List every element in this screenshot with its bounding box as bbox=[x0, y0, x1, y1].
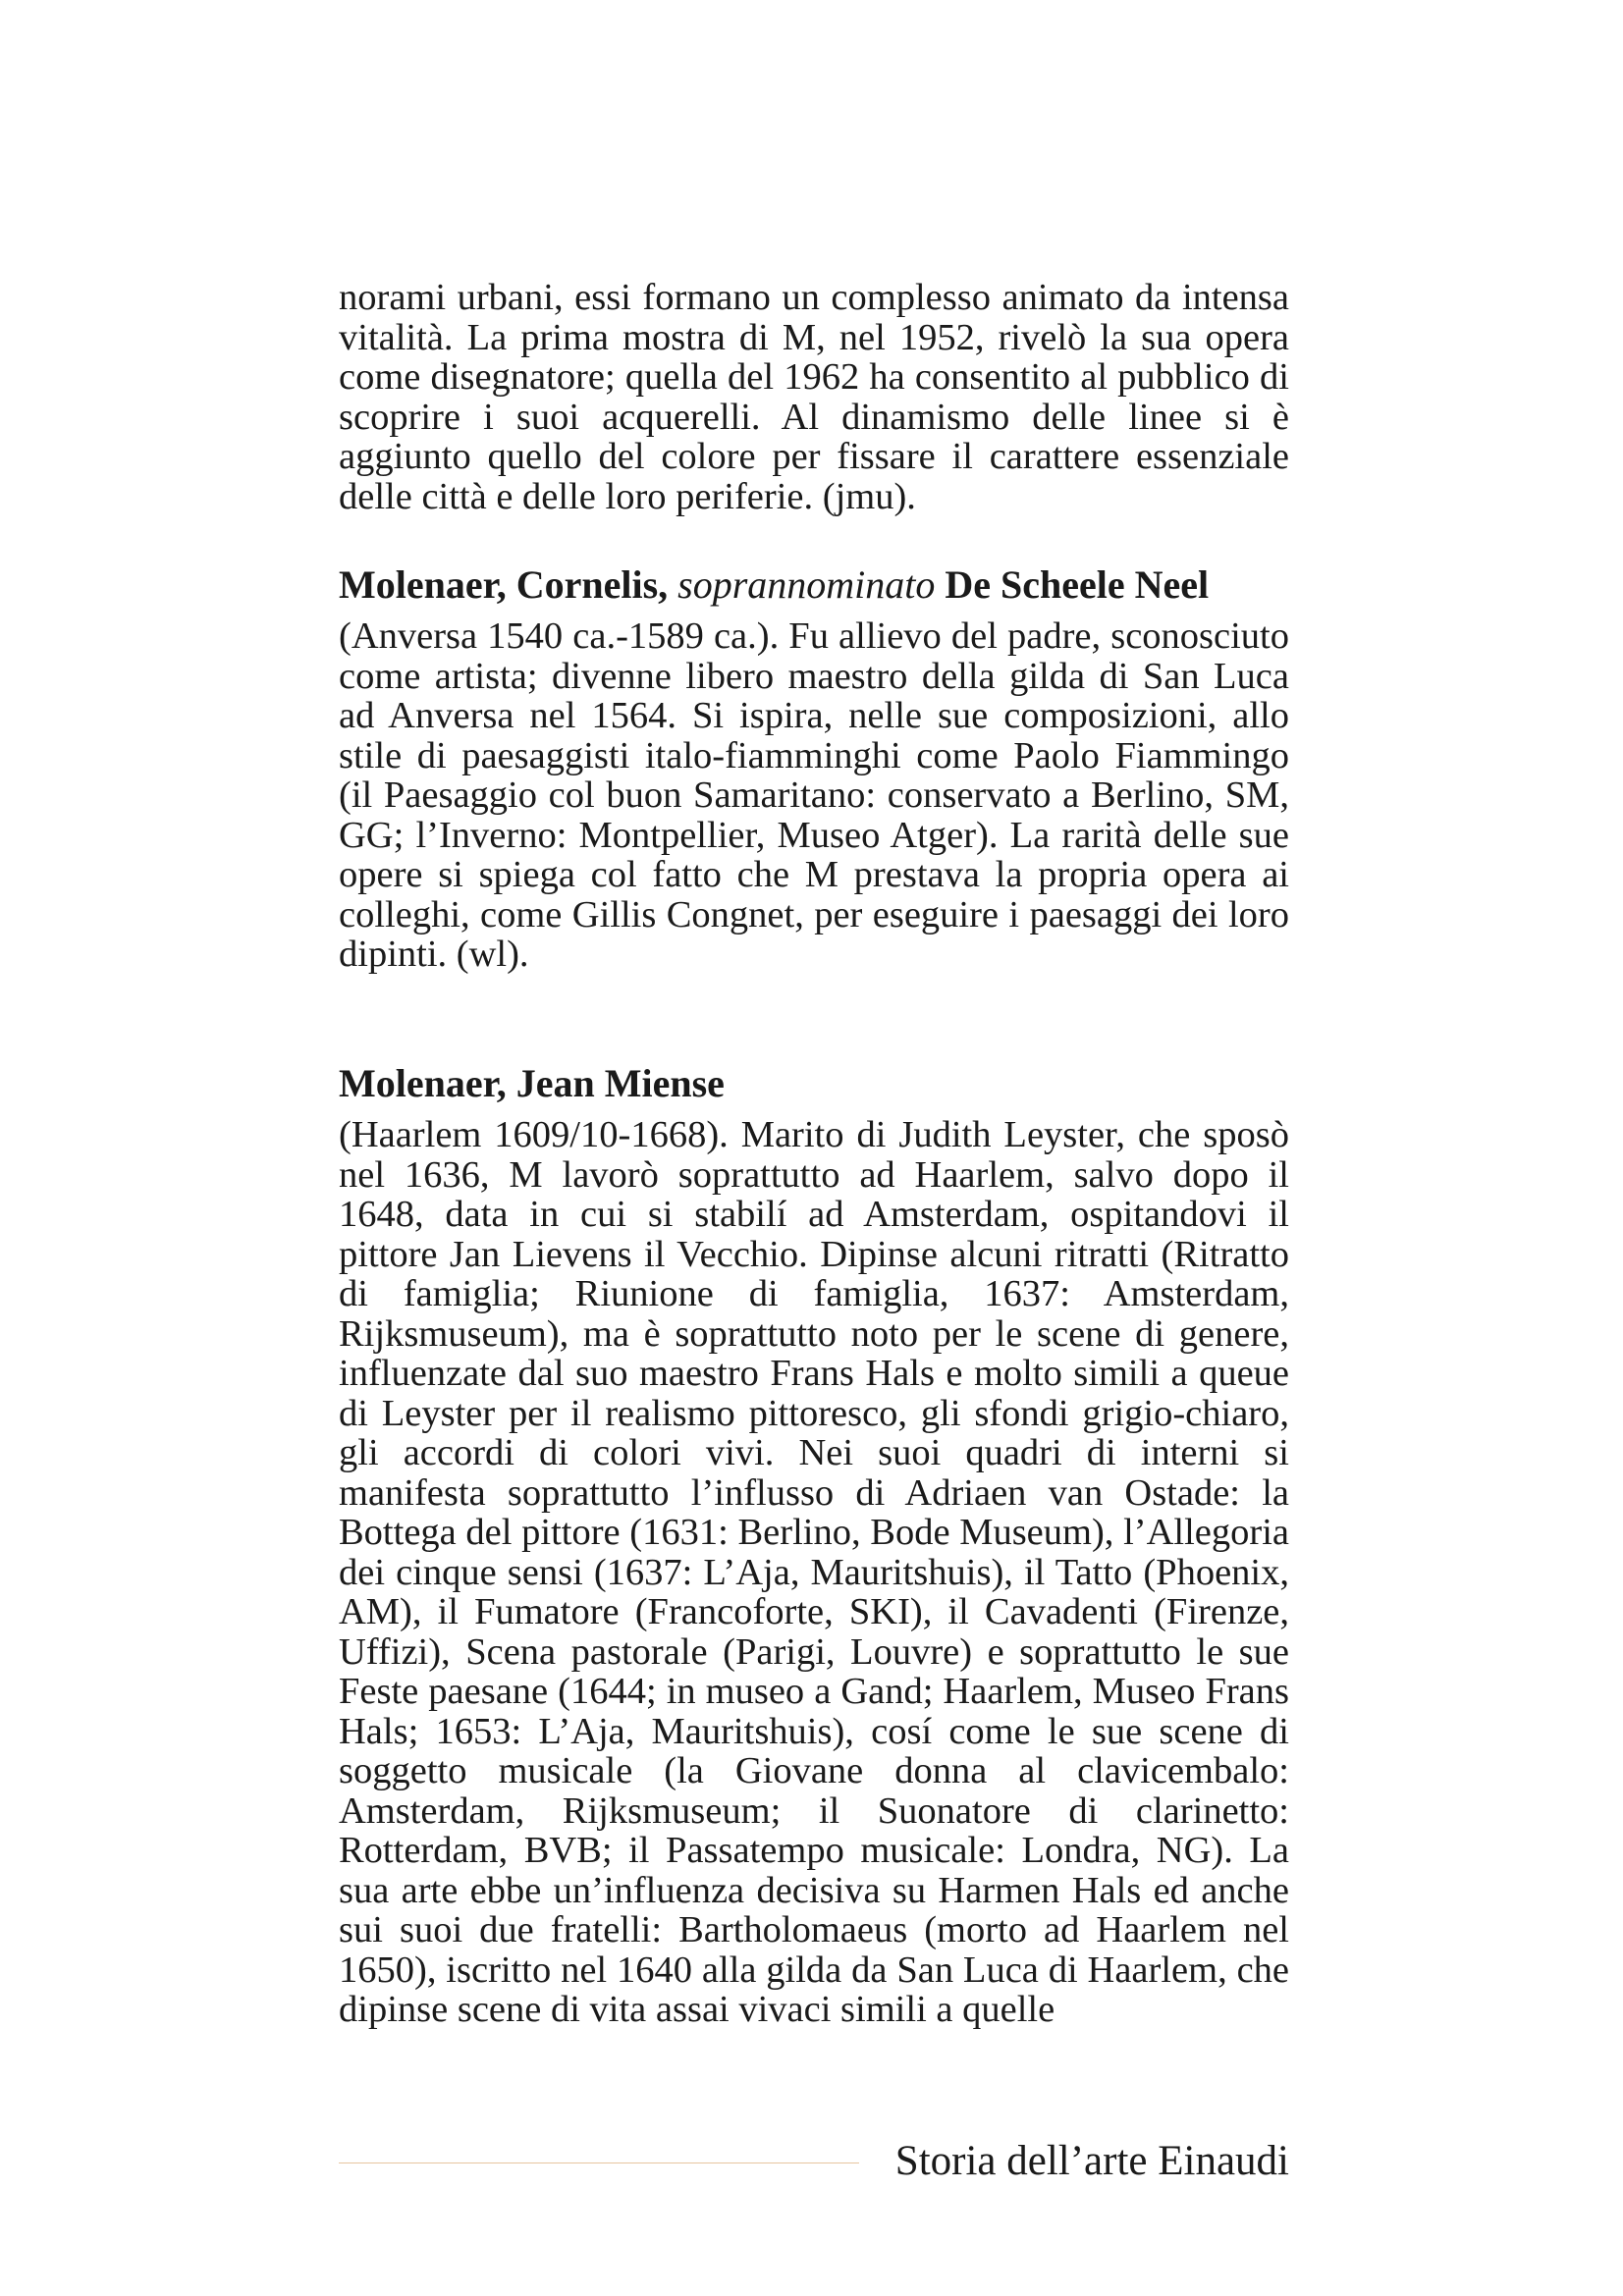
entry-text: (Haarlem 1609/10-1668). Marito di Judith Leyster, che sposò nel 1636, M lavorò soprattutto ad Haarlem, salvo dopo il 1648, data in cui si stabilí ad Amsterdam, ospitandovi il pittore Jan Lievens il Vecchio. Dipinse alcuni ritratti (Ritratto di famiglia; Riunione di famiglia, 1637: Amsterdam, Rijksmuseum), ma è soprattutto noto per le scene di genere, influenzate dal suo maestro Frans Hals e molto simili a queue di Leyster per il realismo pittoresco, gli sfondi grigio-chiaro, gli accordi di colori vivi. Nei suoi quadri di interni si manifesta soprattutto l’influsso di Adriaen van Ostade: la Bottega del pittore (1631: Berlino, Bode Museum), l’Allegoria dei cinque sensi (1637: L’Aja, Mauritshuis), il Tatto (Phoenix, AM), il Fumatore (Francoforte, SKI), il Cavadenti (Firenze, Uffizi), Scena pastorale (Parigi, Louvre) e soprattutto le sue Feste paesane (1644; in museo a Gand; Haarlem, Museo Frans Hals; 1653: L’Aja, Mauritshuis), cosí come le sue scene di soggetto musicale (la Giovane donna al clavicembalo: Amsterdam, Rijksmuseum; il Suonatore di clarinetto: Rotterdam, BVB; il Passatempo musicale: Londra, NG). La sua arte ebbe un’influenza decisiva su Harmen Hals ed anche sui suoi due fratelli: Bartholomaeus (morto ad Haarlem nel 1650), iscritto nel 1640 alla gilda da San Luca di Haarlem, che dipinse scene di vita assai vivaci simili a quelle bbox=[339, 1114, 1289, 2030]
footer-title: Storia dell’arte Einaudi bbox=[894, 2138, 1289, 2184]
heading-name: Molenaer, Jean Miense bbox=[339, 1061, 725, 1105]
heading-epithet: soprannominato bbox=[677, 562, 936, 607]
entry-jean-miense-molenaer bbox=[339, 1062, 1289, 2030]
continuation-text: norami urbani, essi formano un complesso animato da intensa vitalità. La prima mostra di M, nel 1952, rivelò la sua opera come disegnatore; quella del 1962 ha consentito al pubblico di scoprire i suoi acquerelli. Al dinamismo delle linee si è aggiunto quello del colore per fissare il carattere essenziale delle città e delle loro periferie. (jmu). bbox=[339, 277, 1289, 517]
entry-heading bbox=[339, 1062, 1289, 1105]
heading-nickname: De Scheele Neel bbox=[945, 562, 1210, 607]
entry-body bbox=[339, 1115, 1289, 2030]
entry-text: (Anversa 1540 ca.-1589 ca.). Fu allievo del padre, sconosciuto come artista; divenne libero maestro della gilda di San Luca ad Anversa nel 1564. Si ispira, nelle sue composizioni, allo stile di paesaggisti italo-fiamminghi come Paolo Fiammingo (il Paesaggio col buon Samaritano: conservato a Berlino, SM, GG; l’Inverno: Montpellier, Museo Atger). La rarità delle sue opere si spiega col fatto che M prestava la propria opera ai colleghi, come Gillis Congnet, per eseguire i paesaggi dei loro dipinti. (wl). bbox=[339, 615, 1289, 975]
entry-cornelis-molenaer bbox=[339, 563, 1289, 975]
entry-continuation-paragraph bbox=[339, 278, 1289, 516]
entry-body bbox=[339, 616, 1289, 975]
entry-heading bbox=[339, 563, 1289, 607]
heading-name: Molenaer, Cornelis, bbox=[339, 562, 669, 607]
